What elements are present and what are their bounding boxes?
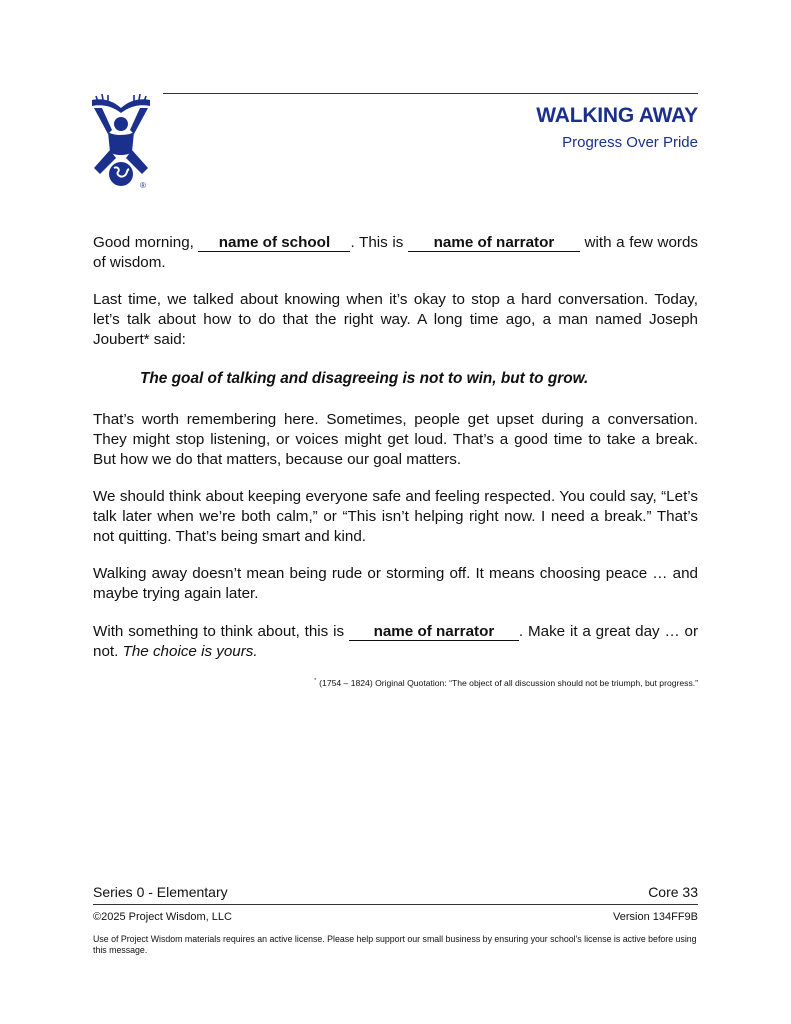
greeting-paragraph xyxy=(93,233,698,273)
paragraph-4: Walking away doesn’t mean being rude or storming off. It means choosing peace … and maybe trying again later. xyxy=(93,565,698,602)
greeting-post: with a few words of wisdom. xyxy=(93,234,699,271)
closing-pre: With something to think about, this is xyxy=(93,623,349,640)
paragraph-1: Last time, we talked about knowing when it’s okay to stop a hard conversation. Today, let’s talk about how to do that the right way. A long time ago, a man named Joseph Joubert* said: xyxy=(93,291,698,348)
series-label: Series 0 - Elementary xyxy=(93,884,228,900)
version-label: Version 134FF9B xyxy=(613,911,698,923)
closing-narrator-blank: name of narrator xyxy=(349,623,519,641)
footnote xyxy=(314,678,698,688)
closing-italic: The choice is yours. xyxy=(122,643,258,660)
registered-mark: ® xyxy=(140,181,146,190)
footnote-marker: * xyxy=(314,678,317,684)
greeting-pre: Good morning, xyxy=(93,234,199,251)
greeting-mid: . This is xyxy=(350,234,408,251)
copyright: ©2025 Project Wisdom, LLC xyxy=(93,911,232,923)
footnote-text: (1754 – 1824) Original Quotation: “The object of all discussion should not be triumph, but progress.” xyxy=(319,678,698,688)
page-subtitle: Progress Over Pride xyxy=(562,134,698,151)
featured-quote: The goal of talking and disagreeing is not to win, but to grow. xyxy=(140,370,589,387)
paragraph-3: We should think about keeping everyone safe and feeling respected. You could say, “Let’s talk later when we’re both calm,” or “This isn’t helping right now. I need a break.” That’s not quitting. That’s being smart and kind. xyxy=(93,488,698,545)
core-label: Core 33 xyxy=(648,884,698,900)
page-title: WALKING AWAY xyxy=(536,104,698,127)
project-wisdom-logo xyxy=(88,94,154,192)
license-notice: Use of Project Wisdom materials requires an active license. Please help support our small business by ensuring your school's license is active before using this message. xyxy=(93,934,697,955)
closing-post: . Make it a great day … or not. xyxy=(93,623,699,660)
footer-rule xyxy=(93,904,698,905)
closing-paragraph xyxy=(93,622,698,662)
header-rule xyxy=(163,93,698,94)
school-name-blank: name of school xyxy=(198,234,350,252)
paragraph-2: That’s worth remembering here. Sometimes, people get upset during a conversation. They might stop listening, or voices might get loud. That’s a good time to take a break. But how we do that matters, because our goal matters. xyxy=(93,411,698,468)
narrator-name-blank: name of narrator xyxy=(408,234,580,252)
